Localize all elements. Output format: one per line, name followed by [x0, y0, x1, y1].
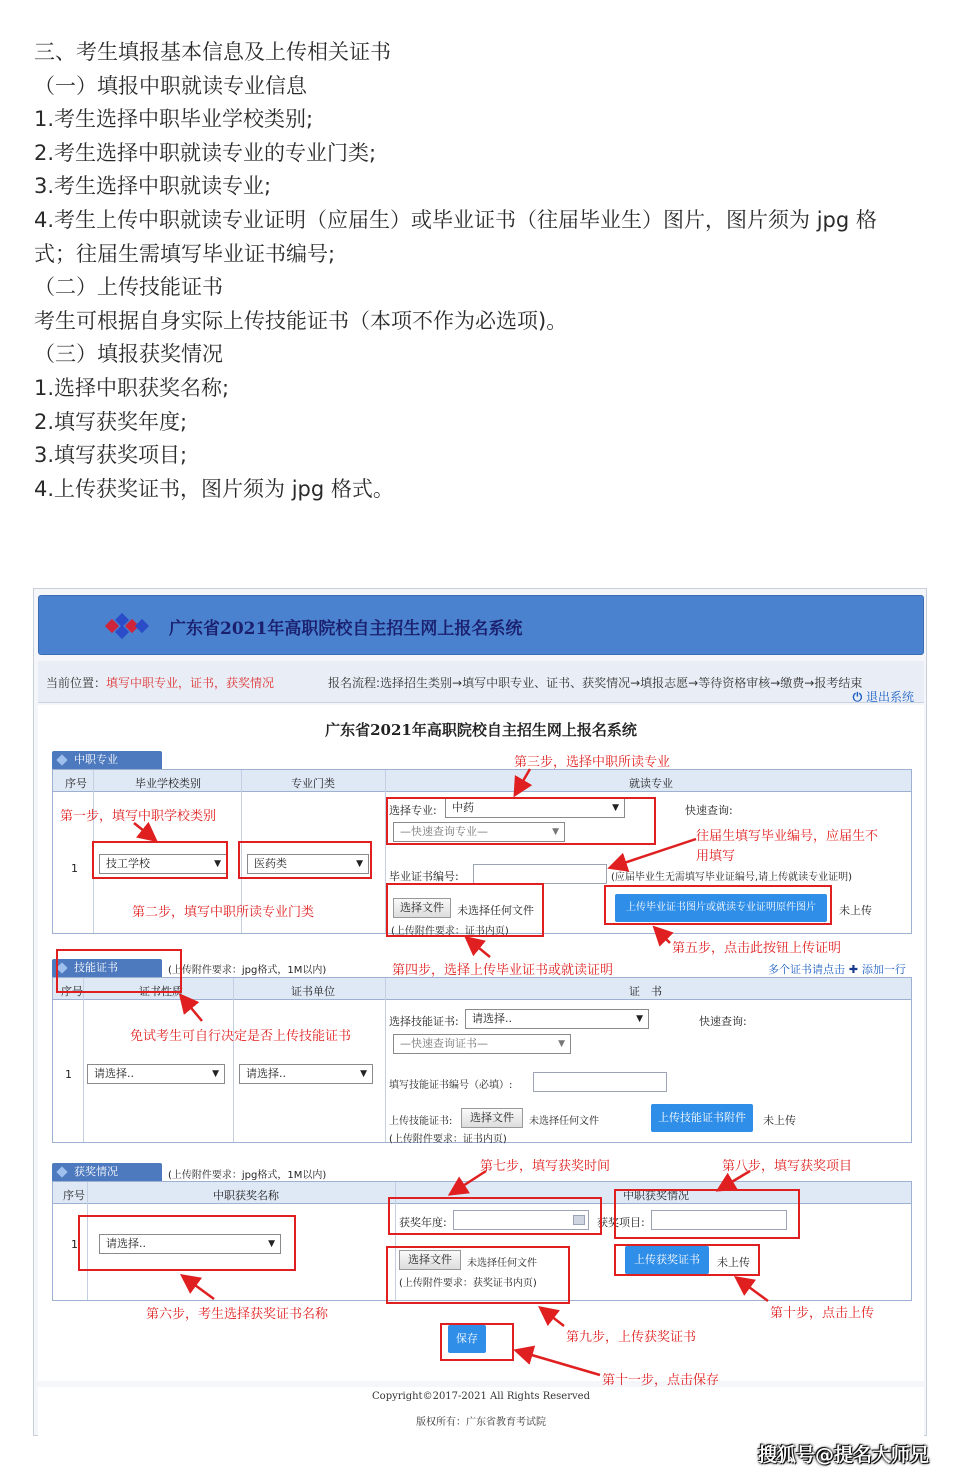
category-value: 医药类: [254, 857, 287, 870]
skills-table: [52, 977, 912, 1143]
registration-screenshot: [33, 588, 927, 1436]
article-line: 4.上传获奖证书，图片须为 jpg 格式。: [34, 476, 394, 501]
award-project-input[interactable]: [651, 1210, 787, 1230]
position-label: 当前位置：: [46, 676, 107, 690]
annotation-step1: 第一步，填写中职学校类别: [60, 809, 217, 824]
skills-attach-req: (上传附件要求：jpg格式，1M以内): [168, 965, 327, 976]
article-line: 1.考生选择中职毕业学校类别;: [34, 107, 314, 132]
more-hint: 多个证书请点击: [768, 963, 845, 976]
annotation-step8: 第八步，填写获奖项目: [722, 1159, 853, 1174]
upload-proof-button[interactable]: 上传毕业证书图片或就读专业证明原件图片: [615, 894, 827, 922]
app-title: 广东省2021年高职院校自主招生网上报名系统: [169, 619, 523, 639]
plus-icon[interactable]: ✚: [845, 963, 862, 976]
upload-skill-label: 上传技能证书:: [389, 1116, 453, 1127]
cert-unit-value: 请选择..: [246, 1067, 286, 1080]
annotation-step7: 第七步，填写获奖时间: [480, 1159, 611, 1174]
awards-table: [52, 1181, 912, 1301]
article-line: （一）填报中职就读专业信息: [34, 73, 307, 98]
upload-status: 未上传: [763, 1114, 796, 1127]
annotation-step11: 第十一步，点击保存: [602, 1373, 720, 1388]
article-line: 式；往届生需填写毕业证书编号;: [34, 241, 336, 266]
article-line: 考生可根据自身实际上传技能证书（本项不作为必选项)。: [34, 308, 568, 333]
no-file-text: 未选择任何文件: [457, 904, 534, 917]
cert-quick-search[interactable]: [393, 1034, 571, 1054]
annotation-step5: 第五步，点击此按钮上传证明: [672, 941, 842, 956]
add-row-link[interactable]: 添加一行: [861, 963, 906, 976]
power-icon: ⏻: [852, 690, 863, 704]
awards-attach-req: (上传附件要求：jpg格式，1M以内): [168, 1170, 327, 1181]
annotation-step2: 第二步，填写中职所读专业门类: [132, 905, 315, 920]
quick-placeholder: —快速查询证书—: [400, 1037, 488, 1050]
quick-search-label: 快速查询:: [685, 804, 733, 817]
annotation-step6: 第六步，考生选择获奖证书名称: [146, 1307, 329, 1322]
article-line: 3.填写获奖项目;: [34, 443, 188, 468]
choose-file-button[interactable]: 选择文件: [461, 1108, 523, 1128]
dropdown-arrow-icon: ▼: [558, 1039, 565, 1049]
article-line: 3.考生选择中职就读专业;: [34, 174, 272, 199]
position-bar: [38, 661, 924, 703]
upload-skill-button[interactable]: 上传技能证书附件: [651, 1104, 753, 1132]
award-project-label: 获奖项目:: [597, 1216, 645, 1229]
annotation-cert-no-2: 用填写: [696, 849, 736, 864]
skill-cert-value: 请选择..: [472, 1012, 512, 1025]
choose-file-button[interactable]: 选择文件: [399, 1250, 461, 1270]
cert-no-note: (应届毕业生无需填写毕业证编号,请上传就读专业证明): [611, 872, 852, 883]
major-value: 中药: [452, 801, 474, 814]
dropdown-arrow-icon: ▼: [356, 859, 363, 869]
annotation-step4: 第四步，选择上传毕业证书或就读证明: [392, 963, 614, 978]
flow-label: 报名流程:: [328, 676, 381, 690]
quick-search-label: 快速查询:: [699, 1015, 747, 1028]
logo-icon: [103, 613, 151, 639]
owner-text: 版权所有：广东省教育考试院: [416, 1417, 546, 1428]
header-cert-nature: 证书性质: [139, 985, 183, 998]
article-line: 2.考生选择中职就读专业的专业门类;: [34, 140, 377, 165]
school-type-select[interactable]: [99, 854, 227, 874]
row-number: 1: [65, 1068, 72, 1081]
cert-nature-select[interactable]: [87, 1064, 225, 1084]
dropdown-arrow-icon: ▼: [360, 1069, 367, 1079]
school-type-value: 技工学校: [106, 857, 150, 870]
article-line: 三、考生填报基本信息及上传相关证书: [34, 40, 391, 64]
awards-header-row: [53, 1182, 911, 1204]
header-no: 序号: [65, 777, 87, 790]
calendar-icon[interactable]: [573, 1215, 585, 1225]
dropdown-arrow-icon: ▼: [552, 827, 559, 837]
file-requirement: (上传附件要求：证书内页): [389, 1134, 507, 1145]
dropdown-arrow-icon: ▼: [636, 1014, 643, 1024]
header-cert-unit: 证书单位: [291, 985, 335, 998]
no-file-text: 未选择任何文件: [529, 1116, 599, 1127]
article-line: 4.考生上传中职就读专业证明（应届生）或毕业证书（往届毕业生）图片，图片须为 jpg 格: [34, 207, 877, 232]
award-name-value: 请选择..: [106, 1237, 146, 1250]
upload-status: 未上传: [717, 1256, 750, 1269]
article-text: [34, 36, 934, 506]
page-title: 广东省2021年高职院校自主招生网上报名系统: [325, 721, 637, 739]
cert-nature-value: 请选择..: [94, 1067, 134, 1080]
header-cert: 证 书: [629, 985, 662, 998]
header-award-info: 中职获奖情况: [623, 1189, 689, 1202]
annotation-step9: 第九步，上传获奖证书: [566, 1330, 697, 1345]
header-award-name: 中职获奖名称: [213, 1189, 279, 1202]
section-tab-awards: 获奖情况: [52, 1163, 162, 1181]
annotation-step10: 第十步，点击上传: [770, 1306, 875, 1321]
skill-cert-no-input[interactable]: [533, 1072, 667, 1092]
header-category: 专业门类: [291, 777, 335, 790]
cert-no-label: 毕业证书编号:: [389, 870, 459, 883]
add-row-hint: [768, 961, 906, 977]
upload-status: 未上传: [839, 904, 872, 917]
select-cert-label: 选择技能证书:: [389, 1015, 459, 1028]
copyright-text: Copyright©2017-2021 All Rights Reserved: [372, 1391, 590, 1402]
cert-no-label: 填写技能证书编号（必填）:: [389, 1080, 513, 1091]
attach-requirement: (上传附件要求：证书内页): [391, 926, 509, 937]
watermark: 搜狐号@提名大师兄: [758, 1444, 930, 1466]
header-school-type: 毕业学校类别: [135, 777, 201, 790]
header-no: 序号: [61, 985, 83, 998]
section-tab-skills: 技能证书: [52, 959, 162, 977]
row-number: 1: [71, 1238, 78, 1251]
dropdown-arrow-icon: ▼: [212, 1069, 219, 1079]
flow-steps: 选择招生类别→填写中职专业、证书、获奖情况→填报志愿→等待资格审核→缴费→报考结束: [380, 676, 863, 690]
article-line: （三）填报获奖情况: [34, 342, 223, 367]
article-line: 1.选择中职获奖名称;: [34, 375, 230, 400]
major-select[interactable]: [445, 798, 625, 818]
no-file-text: 未选择任何文件: [467, 1258, 537, 1269]
upload-award-button[interactable]: 上传获奖证书: [625, 1246, 709, 1274]
award-name-select[interactable]: [99, 1234, 281, 1254]
file-requirement: (上传附件要求：获奖证书内页): [399, 1278, 537, 1289]
dropdown-arrow-icon: ▼: [612, 803, 619, 813]
select-major-label: 选择专业:: [389, 804, 437, 817]
skill-cert-select[interactable]: [465, 1009, 649, 1029]
footer: [38, 1387, 924, 1437]
position-value: 填写中职专业，证书，获奖情况: [106, 676, 275, 690]
logout-link[interactable]: [853, 688, 914, 705]
header-major: 就读专业: [629, 777, 673, 790]
dropdown-arrow-icon: ▼: [268, 1239, 275, 1249]
article-line: 2.填写获奖年度;: [34, 409, 188, 434]
category-select[interactable]: [247, 854, 369, 874]
article-line: （二）上传技能证书: [34, 275, 223, 300]
logout-label: 退出系统: [865, 690, 914, 704]
header-banner: [38, 595, 924, 655]
header-no: 序号: [63, 1189, 85, 1202]
section-tab-major: 中职专业: [52, 751, 162, 769]
major-quick-search[interactable]: [393, 822, 565, 842]
award-year-label: 获奖年度:: [399, 1216, 447, 1229]
save-button[interactable]: 保存: [448, 1325, 486, 1353]
annotation-skills-optional: 免试考生可自行决定是否上传技能证书: [130, 1029, 352, 1044]
cert-unit-select[interactable]: [239, 1064, 373, 1084]
annotation-cert-no-1: 往届生填写毕业编号，应届生不: [696, 829, 879, 844]
annotation-step3: 第三步，选择中职所读专业: [514, 755, 671, 770]
choose-file-button[interactable]: 选择文件: [393, 898, 451, 918]
row-number: 1: [71, 862, 78, 875]
quick-search-placeholder: —快速查询专业—: [400, 825, 488, 838]
cert-no-input[interactable]: [473, 864, 607, 884]
award-year-input[interactable]: [453, 1210, 589, 1230]
dropdown-arrow-icon: ▼: [214, 859, 221, 869]
